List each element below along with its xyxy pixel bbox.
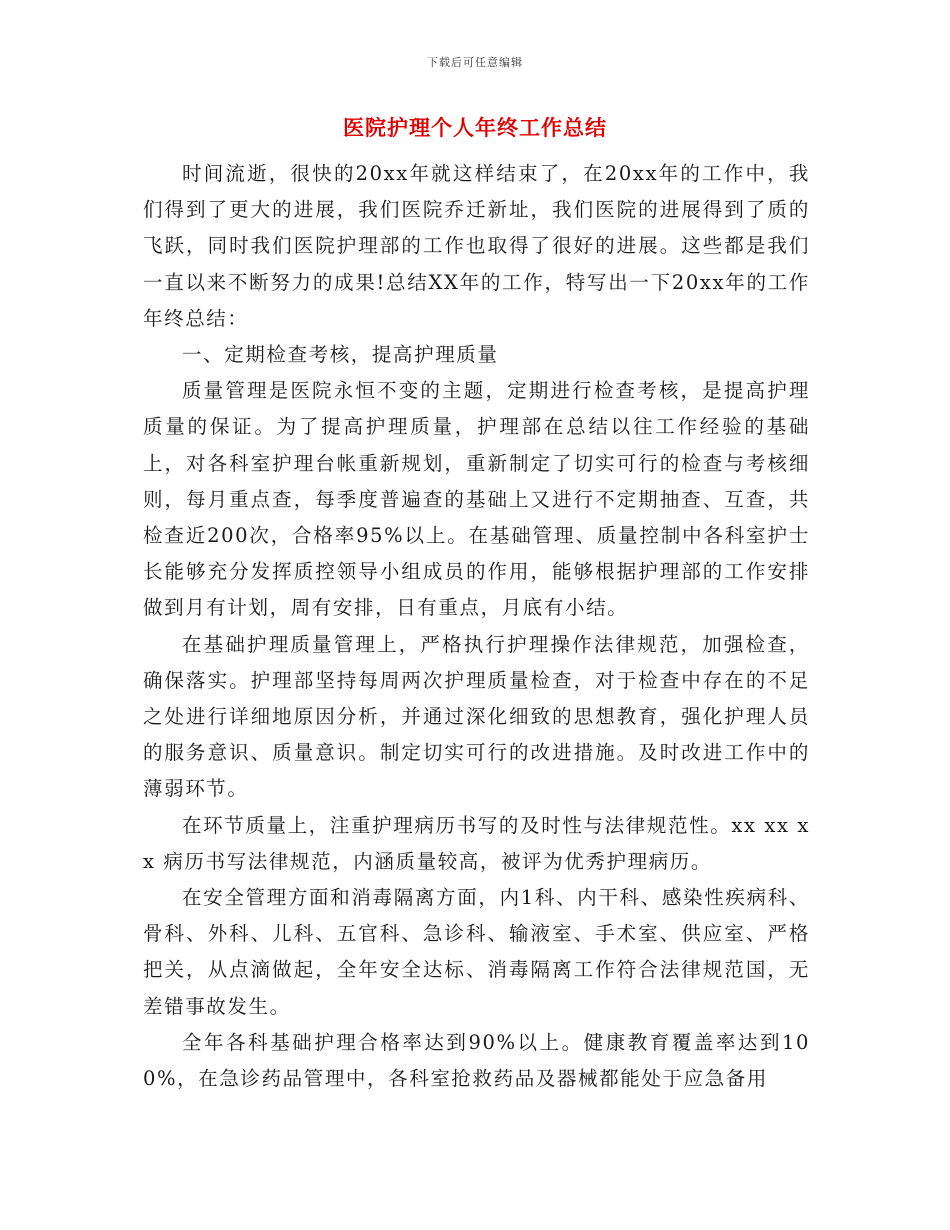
paragraph-process-quality: 在环节质量上，注重护理病历书写的及时性与法律规范性。xx xx xx 病历书写法律规范，内涵质量较高，被评为优秀护理病历。 — [143, 813, 810, 873]
header-note: 下载后可任意编辑 — [427, 56, 523, 69]
document-title: 医院护理个人年终工作总结 — [343, 115, 607, 140]
paragraph-intro: 时间流逝，很快的20xx年就这样结束了，在20xx年的工作中，我们得到了更大的进展，我们医院乔迁新址，我们医院的进展得到了质的飞跃，同时我们医院护理部的工作也取得了很好的进展。这些都是我们一直以来不断努力的成果!总结XX年的工作，特写出一下20xx年的工作年终总结： — [143, 162, 810, 330]
paragraph-basic-nursing: 在基础护理质量管理上，严格执行护理操作法律规范，加强检查，确保落实。护理部坚持每周两次护理质量检查，对于检查中存在的不足之处进行详细地原因分析，并通过深化细致的思想教育，强化护理人员的服务意识、质量意识。制定切实可行的改进措施。及时改进工作中的薄弱环节。 — [143, 632, 810, 801]
document-body — [143, 156, 810, 1097]
paragraph-pass-rate: 全年各科基础护理合格率达到90%以上。健康教育覆盖率达到100%，在急诊药品管理中，各科室抢救药品及器械都能处于应急备用 — [143, 1030, 810, 1091]
section-heading-1: 一、定期检查考核，提高护理质量 — [182, 343, 499, 367]
paragraph-safety-management: 在安全管理方面和消毒隔离方面，内1科、内干科、感染性疾病科、骨科、外科、儿科、五官科、急诊科、输液室、手术室、供应室、严格把关，从点滴做起，全年安全达标、消毒隔离工作符合法律规范国，无差错事故发生。 — [143, 886, 810, 1018]
paragraph-quality-management: 质量管理是医院永恒不变的主题，定期进行检查考核，是提高护理质量的保证。为了提高护理质量，护理部在总结以往工作经验的基础上，对各科室护理台帐重新规划，重新制定了切实可行的检查与考核细则，每月重点查，每季度普遍查的基础上又进行不定期抽查、互查，共检查近200次，合格率95%以上。在基础管理、质量控制中各科室护士长能够充分发挥质控领导小组成员的作用，能够根据护理部的工作安排做到月有计划，周有安排，日有重点，月底有小结。 — [143, 379, 810, 620]
